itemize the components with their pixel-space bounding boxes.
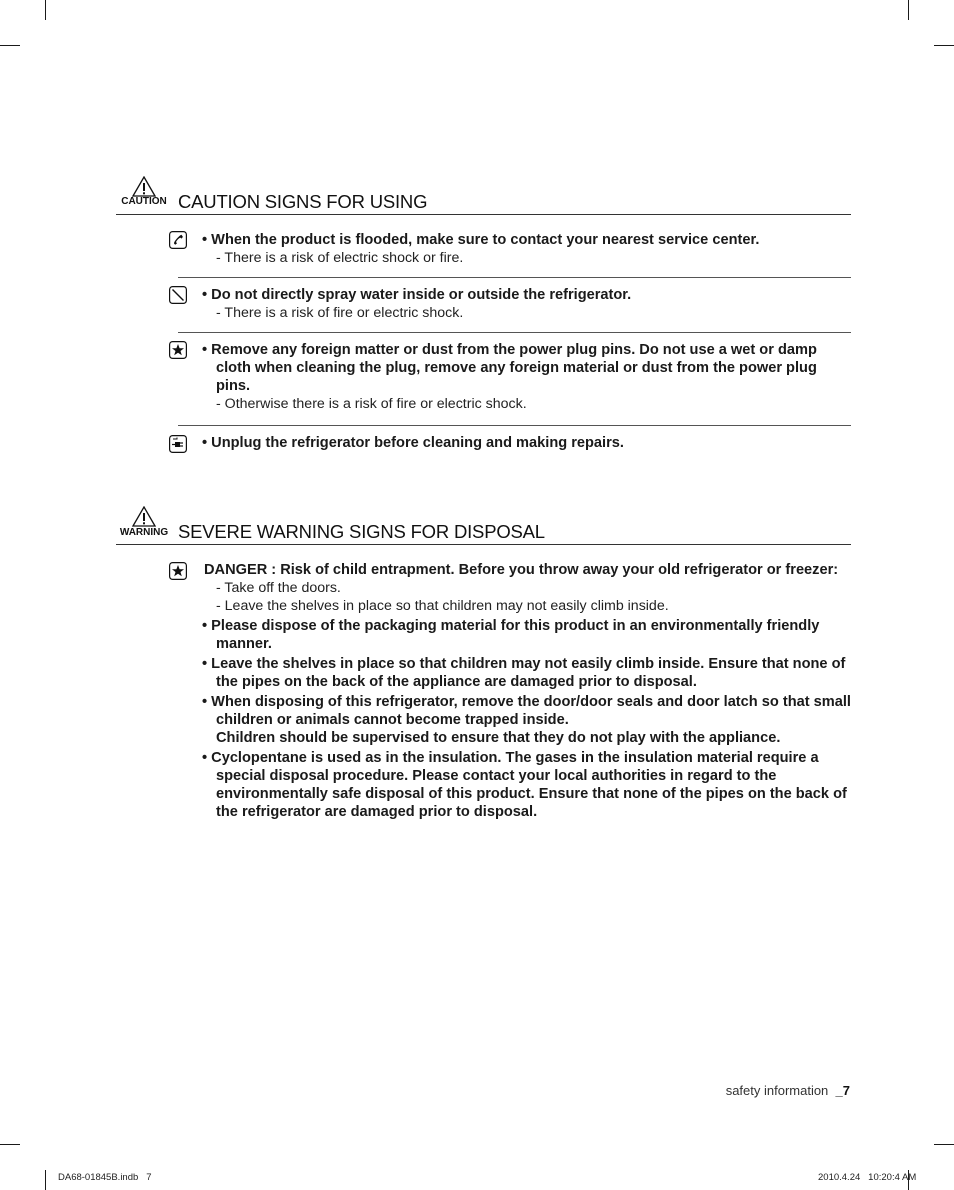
phone-icon xyxy=(169,231,187,249)
caution-item-flooded xyxy=(202,231,852,267)
page-number: _7 xyxy=(835,1083,850,1098)
item-main-text: • Unplug the refrigerator before cleaning and making repairs. xyxy=(202,435,624,451)
item-divider xyxy=(178,332,851,333)
disposal-bullet-continuation: Children should be supervised to ensure that they do not play with the appliance. xyxy=(216,730,781,746)
item-sub-text: - There is a risk of fire or electric shock. xyxy=(216,305,464,321)
caution-item-plug-dust xyxy=(202,341,852,413)
item-main-text: • Do not directly spray water inside or outside the refrigerator. xyxy=(202,287,632,303)
item-sub-text: - There is a risk of electric shock or fire. xyxy=(216,250,464,266)
crop-mark xyxy=(934,1144,954,1145)
item-sub-text: - Otherwise there is a risk of fire or electric shock. xyxy=(216,396,527,412)
item-divider xyxy=(178,425,851,426)
crop-mark xyxy=(45,1170,46,1190)
unplug-icon xyxy=(169,435,187,453)
crop-mark xyxy=(908,0,909,20)
caution-sign-label: CAUTION xyxy=(121,196,167,207)
danger-text: DANGER : Risk of child entrapment. Before you throw away your old refrigerator or freezer: xyxy=(204,562,839,578)
caution-triangle-icon xyxy=(132,176,156,197)
page-footer xyxy=(726,1083,850,1098)
warning-triangle-icon xyxy=(132,506,156,527)
disposal-bullet: • When disposing of this refrigerator, remove the door/door seals and door latch so that small children or animals cannot become trapped inside. xyxy=(202,694,851,728)
warning-section-title: SEVERE WARNING SIGNS FOR DISPOSAL xyxy=(178,521,545,542)
star-icon xyxy=(169,341,187,359)
danger-sub-text: - Leave the shelves in place so that children may not easily climb inside. xyxy=(216,598,669,614)
item-divider xyxy=(178,277,851,278)
caution-item-spray xyxy=(202,286,852,322)
warning-sign-label: WARNING xyxy=(119,527,169,538)
disposal-bullet: • Leave the shelves in place so that children may not easily climb inside. Ensure that none of the pipes on the back of the appliance are damaged prior to disposal. xyxy=(202,656,846,690)
item-main-text: • Remove any foreign matter or dust from the power plug pins. Do not use a wet or damp cloth when cleaning the plug, remove any foreign material or dust from the power plug pins. xyxy=(202,342,817,394)
footer-section-name: safety information xyxy=(725,1083,829,1098)
crop-mark xyxy=(934,45,954,46)
warning-title-rule xyxy=(116,544,851,545)
crop-mark xyxy=(0,45,20,46)
disposal-bullet: • Cyclopentane is used as in the insulation. The gases in the insulation material require a special disposal procedure. Please contact your local authorities in regard to the environmentally safe disposal of this product. Ensure that none of the pipes on the back of the refrigerator are damaged prior to disposal. xyxy=(202,750,847,820)
crop-mark xyxy=(45,0,46,20)
print-slug-file: DA68-01845B.indb 7 xyxy=(58,1172,152,1183)
caution-title-rule xyxy=(116,214,851,215)
crop-mark xyxy=(0,1144,20,1145)
prohibited-icon xyxy=(169,286,187,304)
caution-section-title: CAUTION SIGNS FOR USING xyxy=(178,191,428,212)
star-icon xyxy=(169,562,187,580)
disposal-bullet: • Please dispose of the packaging material for this product in an environmentally friendly manner. xyxy=(202,618,820,652)
item-main-text: • When the product is flooded, make sure to contact your nearest service center. xyxy=(202,232,760,248)
caution-item-unplug xyxy=(202,434,852,452)
danger-sub-text: - Take off the doors. xyxy=(216,580,341,596)
warning-disposal-block xyxy=(202,561,854,821)
print-slug-timestamp: 2010.4.24 10:20:4 AM xyxy=(818,1172,917,1183)
